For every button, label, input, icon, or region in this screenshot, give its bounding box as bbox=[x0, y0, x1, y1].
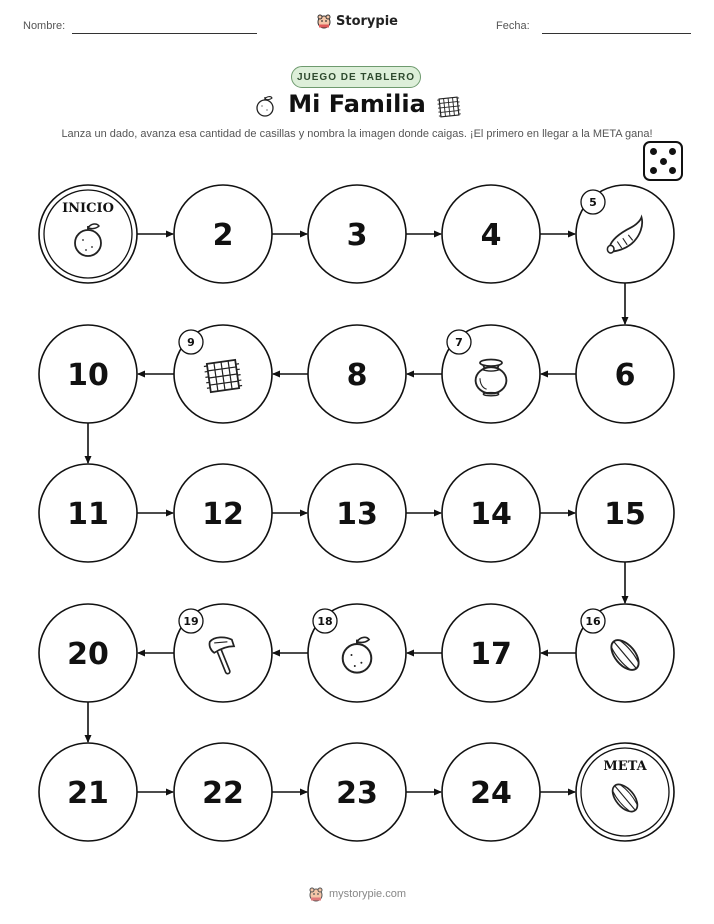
space-number: 21 bbox=[67, 776, 109, 811]
board-space-18[interactable] bbox=[308, 604, 406, 702]
space-number: 10 bbox=[67, 358, 109, 393]
space-number: 17 bbox=[470, 637, 512, 672]
date-label: Fecha: bbox=[496, 20, 530, 32]
space-number: 11 bbox=[67, 497, 109, 532]
board-space-14[interactable] bbox=[442, 464, 540, 562]
space-number: 8 bbox=[346, 358, 368, 393]
board-space-24[interactable] bbox=[442, 743, 540, 841]
board-space-19[interactable] bbox=[174, 604, 272, 702]
space-number: 2 bbox=[212, 218, 234, 253]
space-number: 12 bbox=[202, 497, 244, 532]
board-space-23[interactable] bbox=[308, 743, 406, 841]
board-space-4[interactable] bbox=[442, 185, 540, 283]
space-number: 20 bbox=[67, 637, 109, 672]
space-number: 23 bbox=[336, 776, 378, 811]
space-number-badge: 9 bbox=[187, 336, 195, 349]
board-space-2[interactable] bbox=[174, 185, 272, 283]
board-space-1[interactable] bbox=[39, 185, 137, 283]
space-number-badge: 19 bbox=[183, 615, 199, 628]
board-space-21[interactable] bbox=[39, 743, 137, 841]
board-space-25[interactable] bbox=[576, 743, 674, 841]
board-space-17[interactable] bbox=[442, 604, 540, 702]
start-label: INICIO bbox=[62, 201, 114, 216]
space-number-badge: 5 bbox=[589, 196, 597, 209]
game-type-badge: JUEGO DE TABLERO bbox=[291, 66, 421, 88]
instructions-text: Lanza un dado, avanza esa cantidad de casillas y nombra la imagen donde caigas. ¡El primero en llegar a la META gana! bbox=[61, 128, 653, 140]
brand-name: Storypie bbox=[336, 13, 398, 29]
space-number: 14 bbox=[470, 497, 512, 532]
board-space-16[interactable] bbox=[576, 604, 674, 702]
board-space-11[interactable] bbox=[39, 464, 137, 562]
board-space-15[interactable] bbox=[576, 464, 674, 562]
footer-url: mystorypie.com bbox=[328, 888, 407, 900]
board-space-13[interactable] bbox=[308, 464, 406, 562]
space-number: 22 bbox=[202, 776, 244, 811]
board-space-22[interactable] bbox=[174, 743, 272, 841]
finish-label: META bbox=[603, 759, 647, 774]
board-space-20[interactable] bbox=[39, 604, 137, 702]
space-number: 13 bbox=[336, 497, 378, 532]
name-label: Nombre: bbox=[23, 20, 66, 32]
board-space-6[interactable] bbox=[576, 325, 674, 423]
board-space-12[interactable] bbox=[174, 464, 272, 562]
board-space-9[interactable] bbox=[174, 325, 272, 423]
space-number: 3 bbox=[346, 218, 368, 253]
mascot-icon bbox=[308, 886, 324, 902]
board-space-10[interactable] bbox=[39, 325, 137, 423]
space-number-badge: 16 bbox=[585, 615, 601, 628]
board-space-5[interactable] bbox=[576, 185, 674, 283]
page-title: Mi Familia bbox=[288, 90, 426, 118]
space-number: 4 bbox=[480, 218, 502, 253]
woven-mat-icon bbox=[204, 359, 243, 392]
space-number-badge: 18 bbox=[317, 615, 333, 628]
space-number: 24 bbox=[470, 776, 512, 811]
board-space-8[interactable] bbox=[308, 325, 406, 423]
space-number: 6 bbox=[614, 358, 636, 393]
board-space-3[interactable] bbox=[308, 185, 406, 283]
space-number: 15 bbox=[604, 497, 646, 532]
footer bbox=[0, 886, 714, 902]
space-number-badge: 7 bbox=[455, 336, 463, 349]
board-space-7[interactable] bbox=[442, 325, 540, 423]
